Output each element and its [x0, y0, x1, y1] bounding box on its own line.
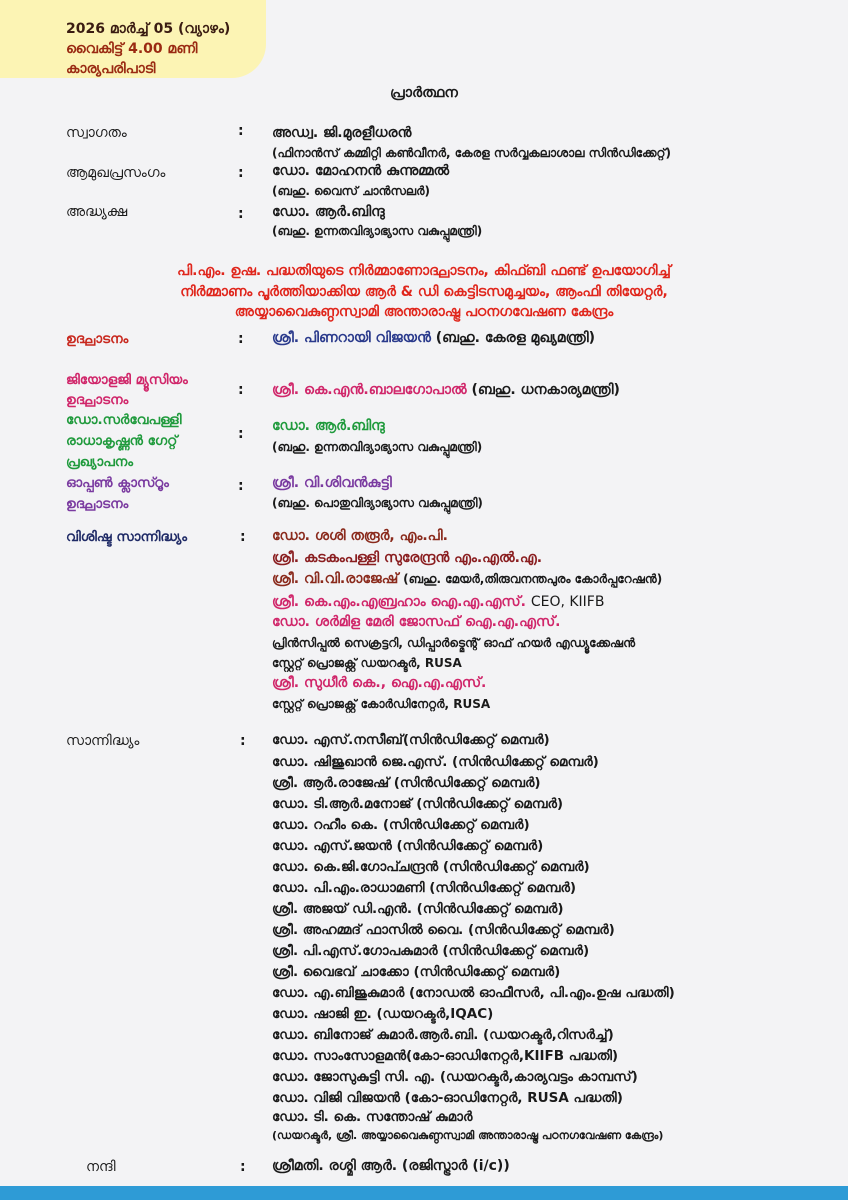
- vip-label: വിശിഷ്ട സാന്നിദ്ധ്യം: [66, 529, 188, 545]
- presence-label: സാന്നിദ്ധ്യം: [66, 733, 140, 749]
- inauguration-label: ഉദ്ഘാടനം: [66, 331, 129, 347]
- chief-guest-role: (ബഹു. കേരള മുഖ്യമന്ത്രി): [435, 330, 596, 346]
- event-date: 2026 മാർച്ച് 05 (വ്യാഴം): [66, 21, 231, 37]
- presiding-label: അദ്ധ്യക്ഷ: [66, 204, 128, 220]
- vip-role: പ്രിൻസിപ്പൽ സെക്രട്ടറി, ഡിപ്പാർട്മെന്റ് ഓഫ് ഹയർ എഡ്യൂക്കേഷൻ: [272, 636, 636, 650]
- museum-guest-role: (ബഹു. ധനകാര്യമന്ത്രി): [471, 382, 620, 398]
- list-item: ഡോ. ജോസുകുട്ടി സി. എ. (ഡയറക്ടർ,കാര്യവട്ടം കാമ്പസ്): [272, 1069, 638, 1085]
- date-tab: [0, 0, 266, 78]
- list-item: ഡോ. പി.എം.രാധാമണി (സിൻഡിക്കേറ്റ് മെമ്പർ): [272, 880, 577, 896]
- chief-guest-name: ശ്രീ. പിണറായി വിജയൻ: [272, 330, 431, 346]
- vip-name: ഡോ. ശശി തരൂർ, എം.പി.: [272, 528, 448, 544]
- vip-role: സ്റ്റേറ്റ് പ്രൊജക്റ്റ് ഡയറക്ടർ, RUSA: [272, 656, 462, 670]
- gate-label: പ്രഖ്യാപനം: [66, 454, 133, 470]
- list-item: ഡോ. വിജി വിജയൻ (കോ-ഓഡിനേറ്റർ, RUSA പദ്ധതി): [272, 1090, 623, 1106]
- presiding-name: ഡോ. ആർ.ബിന്ദു: [272, 204, 385, 220]
- thanks-name: ശ്രീമതി. രശ്മി ആർ. (രജിസ്ട്രാർ (i/c)): [272, 1158, 510, 1174]
- vip-name: ശ്രീ. കടകംപള്ളി സുരേന്ദ്രൻ എം.എൽ.എ.: [272, 550, 543, 566]
- programme-title: കാര്യപരിപാടി: [66, 61, 156, 77]
- list-item: ഡോ. കെ.ജി.ഗോപ്ചന്ദ്രൻ (സിൻഡിക്കേറ്റ് മെമ്പർ): [272, 859, 590, 875]
- colon: :: [240, 529, 246, 545]
- classroom-label: ഉദ്ഘാടനം: [66, 496, 129, 512]
- list-item: ശ്രീ. അജയ് ഡി.എൻ. (സിൻഡിക്കേറ്റ് മെമ്പർ): [272, 901, 564, 917]
- list-item: ഡോ. എസ്.നസീബ്(സിൻഡിക്കേറ്റ് മെമ്പർ): [272, 732, 550, 748]
- thanks-label: നന്ദി: [86, 1159, 116, 1175]
- intro-speech-name: ഡോ. മോഹനൻ കുന്നുമ്മൽ: [272, 163, 450, 179]
- colon: :: [238, 206, 244, 222]
- vip-entry: [272, 594, 604, 610]
- list-item: ശ്രീ. പി.എസ്.ഗോപകുമാർ (സിൻഡിക്കേറ്റ് മെമ്പർ): [272, 943, 590, 959]
- vip-role: CEO, KIIFB: [530, 594, 605, 610]
- colon: :: [238, 123, 244, 139]
- gate-guest-role: (ബഹു. ഉന്നതവിദ്യാഭ്യാസ വകുപ്പുമന്ത്രി): [272, 440, 483, 454]
- classroom-guest-name: ശ്രീ. വി.ശിവൻകുട്ടി: [272, 475, 392, 491]
- list-item: ഡോ. ഷാജി ഇ. (ഡയറക്ടർ,IQAC): [272, 1006, 494, 1022]
- welcome-name: അഡ്വ. ജി.മുരളീധരൻ: [272, 125, 412, 141]
- vip-name: ശ്രീ. വി.വി.രാജേഷ്: [272, 571, 399, 587]
- classroom-guest-role: (ബഹു. പൊതുവിദ്യാഭ്യാസ വകുപ്പുമന്ത്രി): [272, 496, 483, 510]
- vip-name: ശ്രീ. കെ.എം.എബ്രഹാം ഐ.എ.എസ്.: [272, 594, 526, 610]
- list-item: ഡോ. എസ്.ജയൻ (സിൻഡിക്കേറ്റ് മെമ്പർ): [272, 838, 544, 854]
- list-item: ശ്രീ. വൈഭവ് ചാക്കോ (സിൻഡിക്കേറ്റ് മെമ്പർ): [272, 964, 561, 980]
- list-item: ശ്രീ. അഹമ്മദ് ഫാസിൽ വൈ. (സിൻഡിക്കേറ്റ് മെമ്പർ): [272, 922, 615, 938]
- inauguration-entry: [272, 330, 595, 346]
- gate-label: ഡോ.സർവേപള്ളി: [66, 412, 182, 428]
- colon: :: [238, 382, 244, 398]
- list-item: ശ്രീ. ആർ.രാജേഷ് (സിൻഡിക്കേറ്റ് മെമ്പർ): [272, 775, 541, 791]
- vip-role: സ്റ്റേറ്റ് പ്രൊജക്റ്റ് കോർഡിനേറ്റർ, RUSA: [272, 697, 491, 711]
- colon: :: [240, 733, 246, 749]
- museum-label: ഉദ്ഘാടനം: [66, 392, 129, 408]
- vip-entry: [272, 550, 542, 566]
- colon: :: [240, 1159, 246, 1175]
- welcome-role: (ഫിനാൻസ് കമ്മിറ്റി കൺവീനർ, കേരള സർവ്വകലാശാല സിൻഡിക്കേറ്റ്): [272, 146, 671, 160]
- list-item: ഡോ. റഹീം കെ. (സിൻഡിക്കേറ്റ് മെമ്പർ): [272, 817, 530, 833]
- highlight-line: നിർമ്മാണം പൂർത്തിയാക്കിയ ആർ & ഡി കെട്ടിടസമുച്ചയം, ആംഫി തിയേറ്റർ,: [180, 284, 668, 300]
- list-item: ഡോ. ബിനോജ് കുമാർ.ആർ.ബി. (ഡയറക്ടർ,റിസർച്ച്): [272, 1027, 614, 1043]
- intro-speech-role: (ബഹു. വൈസ് ചാൻസലർ): [272, 184, 430, 198]
- list-item: ഡോ. എ.ബിജുകുമാർ (നോഡൽ ഓഫീസർ, പി.എം.ഉഷ പദ്ധതി): [272, 985, 675, 1001]
- welcome-label: സ്വാഗതം: [66, 125, 127, 141]
- list-item: ഡോ. ഷിജുഖാൻ ജെ.എസ്. (സിൻഡിക്കേറ്റ് മെമ്പർ): [272, 754, 599, 770]
- list-item-role: (ഡയറക്ടർ, ശ്രീ. അയ്യാവൈകുണ്ഠസ്വാമി അന്താരാഷ്ട്ര പഠനഗവേഷണ കേന്ദ്രം): [272, 1129, 664, 1142]
- classroom-label: ഓപ്പൺ ക്ലാസ്റൂം: [66, 475, 169, 491]
- highlight-line: അയ്യാവൈകുണ്ഠസ്വാമി അന്താരാഷ്ട്ര പഠനഗവേഷണ കേന്ദ്രം: [234, 304, 614, 320]
- intro-speech-label: ആമുഖപ്രസംഗം: [66, 165, 166, 181]
- vip-role: (ബഹു. മേയർ,തിരുവനന്തപുരം കോർപ്പറേഷൻ): [403, 572, 663, 586]
- gate-guest-name: ഡോ. ആർ.ബിന്ദു: [272, 418, 385, 434]
- colon: :: [238, 165, 244, 181]
- list-item: ഡോ. ടി.ആർ.മനോജ് (സിൻഡിക്കേറ്റ് മെമ്പർ): [272, 796, 564, 812]
- colon: :: [238, 426, 244, 442]
- museum-guest-name: ശ്രീ. കെ.എൻ.ബാലഗോപാൽ: [272, 382, 467, 398]
- museum-label: ജിയോളജി മ്യൂസിയം: [66, 372, 188, 388]
- prayer-heading: പ്രാർത്ഥന: [390, 85, 458, 101]
- vip-name: ശ്രീ. സുധീർ കെ., ഐ.എ.എസ്.: [272, 675, 487, 691]
- presiding-role: (ബഹു. ഉന്നതവിദ്യാഭ്യാസ വകുപ്പുമന്ത്രി): [272, 224, 483, 238]
- vip-name: ഡോ. ശർമിള മേരി ജോസഫ് ഐ.എ.എസ്.: [272, 614, 561, 630]
- bottom-bar: [0, 1186, 848, 1200]
- colon: :: [238, 478, 244, 494]
- gate-label: രാധാകൃഷ്ണൻ ഗേറ്റ്: [66, 433, 178, 449]
- highlight-line: പി.എം. ഉഷ. പദ്ധതിയുടെ നിർമ്മാണോദ്ഘാടനം, കിഫ്ബി ഫണ്ട് ഉപയോഗിച്ച്: [177, 263, 671, 279]
- list-item: ഡോ. സാംസോളമൻ(കോ-ഓഡിനേറ്റർ,KIIFB പദ്ധതി): [272, 1048, 619, 1064]
- vip-entry: [272, 571, 662, 587]
- colon: :: [238, 331, 244, 347]
- museum-entry: [272, 382, 620, 398]
- event-time: വൈകിട്ട് 4.00 മണി: [66, 41, 198, 57]
- list-item: ഡോ. ടി. കെ. സന്തോഷ് കുമാർ: [272, 1109, 473, 1125]
